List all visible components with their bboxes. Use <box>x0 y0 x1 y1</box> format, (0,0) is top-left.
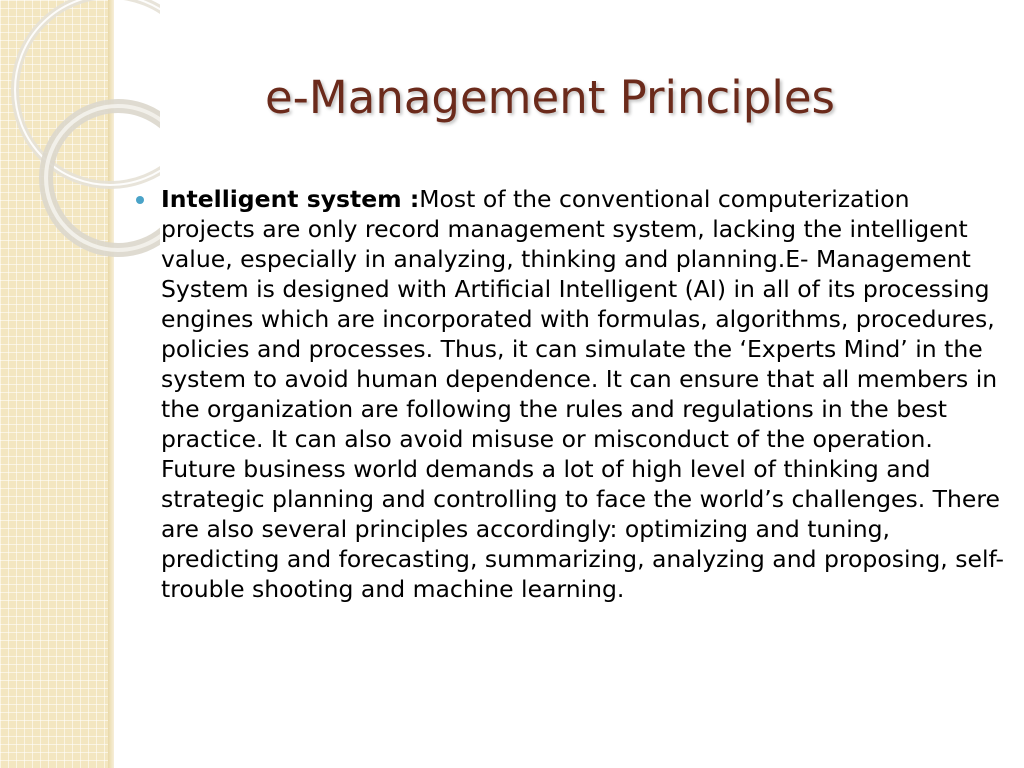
bullet-term: Intelligent system : <box>161 185 420 213</box>
bullet-item <box>130 184 1010 604</box>
bullet-text: Most of the conventional computerization projects are only record management system, lacking the intelligent value, especially in analyzing, thinking and planning.E- Management System is designed with Artificial Intelligent (AI) in all of its processing engines which are incorporated with formulas, algorithms, procedures, policies and processes. Thus, it can simulate the ‘Experts Mind’ in the system to avoid human dependence. It can ensure that all members in the organization are following the rules and regulations in the best practice. It can also avoid misuse or misconduct of the operation. Future business world demands a lot of high level of thinking and strategic planning and controlling to face the world’s challenges. There are also several principles accordingly: optimizing and tuning, predicting and forecasting, summarizing, analyzing and proposing, self-trouble shooting and machine learning. <box>161 185 1004 603</box>
bullet-dot-icon <box>136 196 144 204</box>
slide-title: e-Management Principles <box>265 71 835 124</box>
slide-content <box>130 184 1010 604</box>
